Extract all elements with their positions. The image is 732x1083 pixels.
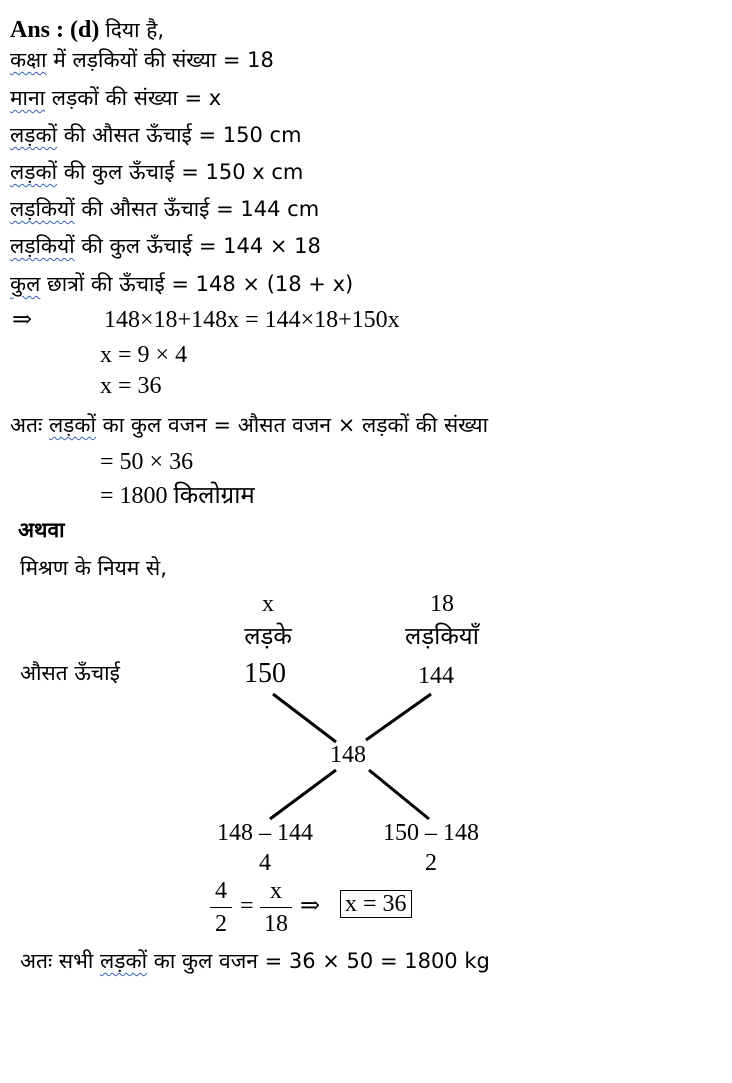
ratio-fraction-right bbox=[260, 878, 292, 937]
cross-line-top-left bbox=[273, 694, 336, 742]
fraction-denominator: 2 bbox=[215, 911, 227, 937]
girls-average: 144 bbox=[418, 663, 454, 689]
boys-label: लड़के bbox=[244, 622, 292, 650]
step-prefix: लड़कों bbox=[10, 123, 58, 147]
fraction-denominator: 18 bbox=[264, 911, 288, 937]
step-text: की कुल ऊँचाई = 150 x cm bbox=[57, 160, 304, 184]
average-height-label: औसत ऊँचाई bbox=[20, 661, 120, 685]
final-line bbox=[20, 947, 490, 975]
step-text: की कुल ऊँचाई = 144 × 18 bbox=[74, 234, 321, 258]
mean-value: 148 bbox=[330, 742, 366, 768]
implies-arrow: ⇒ bbox=[12, 307, 33, 333]
equation-result: x = 36 bbox=[100, 373, 162, 399]
final-text: का कुल वजन = 36 × 50 = 1800 kg bbox=[147, 949, 490, 973]
final-word: लड़कों bbox=[100, 949, 148, 973]
fraction-numerator: 4 bbox=[215, 878, 227, 904]
step-prefix: कुल bbox=[10, 272, 41, 296]
alternate-rule: मिश्रण के नियम से, bbox=[20, 556, 167, 580]
conclusion-result-text: = 1800 किलोग्राम bbox=[100, 483, 255, 509]
conclusion-text: का कुल वजन = औसत वजन × लड़कों की संख्या bbox=[95, 413, 489, 437]
answer-label: Ans : (d) bbox=[10, 17, 100, 43]
difference-left: 148 – 144 bbox=[217, 820, 313, 846]
boxed-result bbox=[340, 890, 412, 918]
step-text: की औसत ऊँचाई = 144 cm bbox=[74, 197, 320, 221]
step-text: लड़कों की संख्या = x bbox=[45, 86, 222, 110]
implies-arrow: ⇒ bbox=[300, 893, 321, 919]
girls-label: लड़कियाँ bbox=[405, 622, 479, 650]
difference-right-value: 2 bbox=[425, 850, 437, 876]
equals-sign: = bbox=[240, 893, 254, 919]
step-text: छात्रों की ऊँचाई = 148 × (18 + x) bbox=[40, 272, 354, 296]
conclusion-prefix: अतः bbox=[10, 413, 49, 437]
ratio-fraction-left bbox=[210, 878, 232, 937]
boys-average: 150 bbox=[244, 658, 286, 689]
boys-count: x bbox=[262, 591, 274, 617]
step-prefix: माना bbox=[10, 86, 46, 110]
conclusion-calc: = 50 × 36 bbox=[100, 449, 194, 475]
step-prefix: कक्षा bbox=[10, 48, 47, 72]
given-text: दिया है, bbox=[105, 18, 165, 42]
alternate-heading: अथवा bbox=[18, 518, 65, 542]
difference-right: 150 – 148 bbox=[383, 820, 479, 846]
fraction-bar bbox=[210, 907, 232, 908]
equation-step: x = 9 × 4 bbox=[100, 342, 188, 368]
fraction-bar bbox=[260, 907, 292, 908]
fraction-numerator: x bbox=[270, 878, 282, 904]
step-prefix: लड़कों bbox=[10, 160, 58, 184]
final-prefix: अतः सभी bbox=[20, 949, 101, 973]
step-text: में लड़कियों की संख्या = 18 bbox=[46, 48, 274, 72]
step-prefix: लड़कियों bbox=[10, 234, 75, 258]
main-equation: 148×18+148x = 144×18+150x bbox=[104, 307, 400, 333]
step-prefix: लड़कियों bbox=[10, 197, 75, 221]
difference-left-value: 4 bbox=[259, 850, 271, 876]
step-text: की औसत ऊँचाई = 150 cm bbox=[57, 123, 302, 147]
conclusion-word: लड़कों bbox=[48, 413, 96, 437]
girls-count: 18 bbox=[430, 591, 454, 617]
cross-line-bottom-left bbox=[270, 770, 336, 819]
boxed-result-text: x = 36 bbox=[340, 890, 412, 918]
cross-line-bottom-right bbox=[369, 770, 429, 819]
cross-line-top-right bbox=[366, 694, 431, 740]
